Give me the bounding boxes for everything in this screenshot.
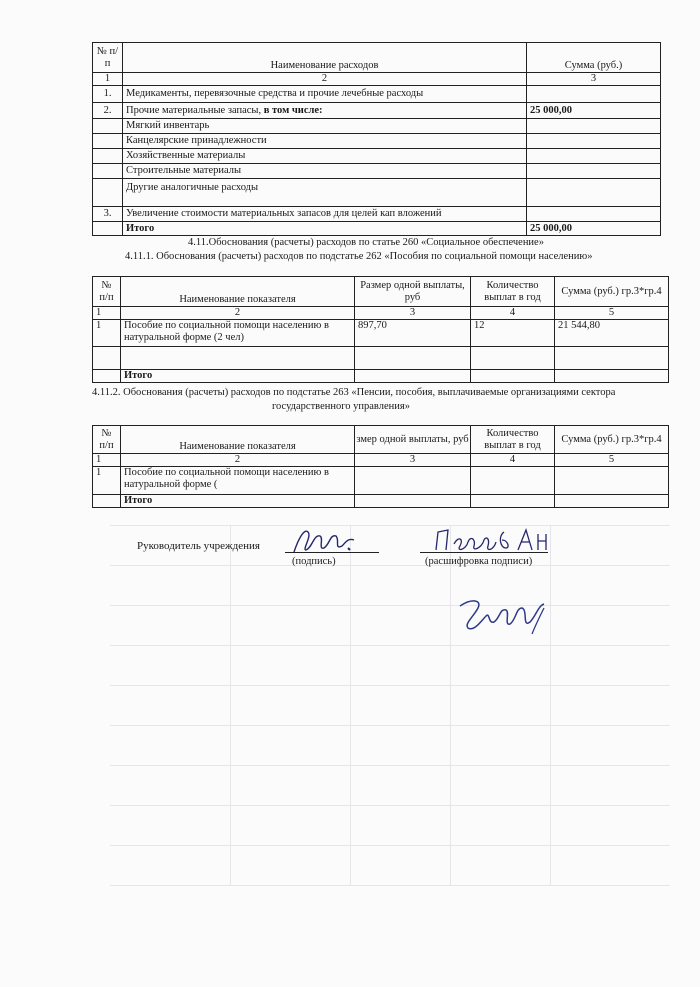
decode-caption: (расшифровка подписи) xyxy=(425,556,533,567)
table-row xyxy=(93,347,669,370)
expenses-table xyxy=(92,42,661,236)
total-row xyxy=(93,370,669,383)
total-sum: 25 000,00 xyxy=(527,222,661,236)
row-name-bold: в том числе: xyxy=(263,104,323,116)
total-num-cell xyxy=(93,495,121,508)
empty-cell xyxy=(555,347,669,370)
table-row xyxy=(93,207,661,222)
subarticle-263-table xyxy=(92,425,669,508)
row-name: Строительные материалы xyxy=(123,164,527,179)
bleed-through-background xyxy=(110,525,670,965)
row-name: Увеличение стоимости материальных запасов для целей кап вложений xyxy=(123,207,527,222)
row-sum xyxy=(527,134,661,149)
index-cell: 4 xyxy=(471,307,555,320)
empty-cell xyxy=(355,347,471,370)
row-name: Другие аналогичные расходы xyxy=(123,179,527,207)
empty-cell xyxy=(121,347,355,370)
table-row xyxy=(93,86,661,103)
signature-caption: (подпись) xyxy=(292,556,336,567)
row-num xyxy=(93,134,123,149)
index-cell: 3 xyxy=(527,73,661,86)
index-cell: 5 xyxy=(555,307,669,320)
row-name: Пособие по социальной помощи населению в натуральной форме ( xyxy=(121,467,355,495)
table-row xyxy=(93,149,661,164)
index-cell: 2 xyxy=(123,73,527,86)
row-name: Канцелярские принадлежности xyxy=(123,134,527,149)
table-row xyxy=(93,467,669,495)
header-amount: змер одной выплаты, руб xyxy=(355,426,471,454)
row-name: Мягкий инвентарь xyxy=(123,119,527,134)
row-name-text: Прочие материальные запасы, xyxy=(126,104,264,116)
total-label: Итого xyxy=(121,495,355,508)
header-count: Количество выплат в год xyxy=(471,277,555,307)
row-num: 1. xyxy=(93,86,123,103)
index-cell: 1 xyxy=(93,73,123,86)
row-sum xyxy=(527,164,661,179)
table-row xyxy=(93,103,661,119)
row-name: Пособие по социальной помощи населению в натуральной форме (2 чел) xyxy=(121,320,355,347)
row-name xyxy=(123,103,527,119)
caption-subarticle-263-cont: государственного управления» xyxy=(272,401,410,412)
handwritten-name-decode xyxy=(430,524,550,556)
total-num-cell xyxy=(93,222,123,236)
row-sum xyxy=(527,86,661,103)
row-name: Медикаменты, перевязочные средства и прочие лечебные расходы xyxy=(123,86,527,103)
caption-subarticle-263: 4.11.2. Обоснования (расчеты) расходов по подстатье 263 «Пенсии, пособия, выплачиваемые организациями сектора xyxy=(92,387,616,398)
header-count: Количество выплат в год xyxy=(471,426,555,454)
row-name: Хозяйственные материалы xyxy=(123,149,527,164)
table-row xyxy=(93,119,661,134)
empty-cell xyxy=(471,347,555,370)
table-row xyxy=(93,134,661,149)
header-name: Наименование показателя xyxy=(121,277,355,307)
empty-cell xyxy=(555,370,669,383)
empty-cell xyxy=(93,347,121,370)
header-num: № п/п xyxy=(93,43,123,73)
empty-cell xyxy=(471,495,555,508)
header-amount: Размер одной выплаты, руб xyxy=(355,277,471,307)
header-name: Наименование расходов xyxy=(123,43,527,73)
handwritten-initials xyxy=(452,594,552,644)
header-name: Наименование показателя xyxy=(121,426,355,454)
index-cell: 1 xyxy=(93,454,121,467)
index-cell: 3 xyxy=(355,307,471,320)
caption-subarticle-262: 4.11.1. Обоснования (расчеты) расходов по подстатье 262 «Пособия по социальной помощи населению» xyxy=(125,251,593,262)
index-cell: 2 xyxy=(121,454,355,467)
empty-cell xyxy=(355,370,471,383)
header-num: № п/п xyxy=(93,426,121,454)
row-amount xyxy=(355,467,471,495)
table-row xyxy=(93,320,669,347)
row-num: 1 xyxy=(93,320,121,347)
total-row xyxy=(93,495,669,508)
table-row xyxy=(93,164,661,179)
index-cell: 3 xyxy=(355,454,471,467)
index-cell: 1 xyxy=(93,307,121,320)
empty-cell xyxy=(355,495,471,508)
row-num xyxy=(93,164,123,179)
total-num-cell xyxy=(93,370,121,383)
empty-cell xyxy=(555,495,669,508)
row-sum xyxy=(527,119,661,134)
row-sum: 25 000,00 xyxy=(527,103,661,119)
index-cell: 5 xyxy=(555,454,669,467)
row-num: 3. xyxy=(93,207,123,222)
total-row xyxy=(93,222,661,236)
head-of-institution-label: Руководитель учреждения xyxy=(137,540,260,552)
total-label: Итого xyxy=(121,370,355,383)
row-num: 2. xyxy=(93,103,123,119)
row-count: 12 xyxy=(471,320,555,347)
header-sum: Сумма (руб.) гр.3*гр.4 xyxy=(555,277,669,307)
total-label: Итого xyxy=(123,222,527,236)
row-sum xyxy=(527,179,661,207)
subarticle-262-table xyxy=(92,276,669,383)
row-num xyxy=(93,149,123,164)
table-row xyxy=(93,179,661,207)
header-sum: Сумма (руб.) xyxy=(527,43,661,73)
row-num: 1 xyxy=(93,467,121,495)
caption-article-260: 4.11.Обоснования (расчеты) расходов по статье 260 «Социальное обеспечение» xyxy=(188,237,544,248)
index-cell: 4 xyxy=(471,454,555,467)
empty-cell xyxy=(471,370,555,383)
header-num: № п/п xyxy=(93,277,121,307)
row-num xyxy=(93,119,123,134)
row-num xyxy=(93,179,123,207)
row-sum xyxy=(527,149,661,164)
index-cell: 2 xyxy=(121,307,355,320)
row-sum xyxy=(555,467,669,495)
row-sum: 21 544,80 xyxy=(555,320,669,347)
row-count xyxy=(471,467,555,495)
row-sum xyxy=(527,207,661,222)
header-sum: Сумма (руб.) гр.3*гр.4 xyxy=(555,426,669,454)
row-amount: 897,70 xyxy=(355,320,471,347)
handwritten-signature xyxy=(284,520,364,560)
